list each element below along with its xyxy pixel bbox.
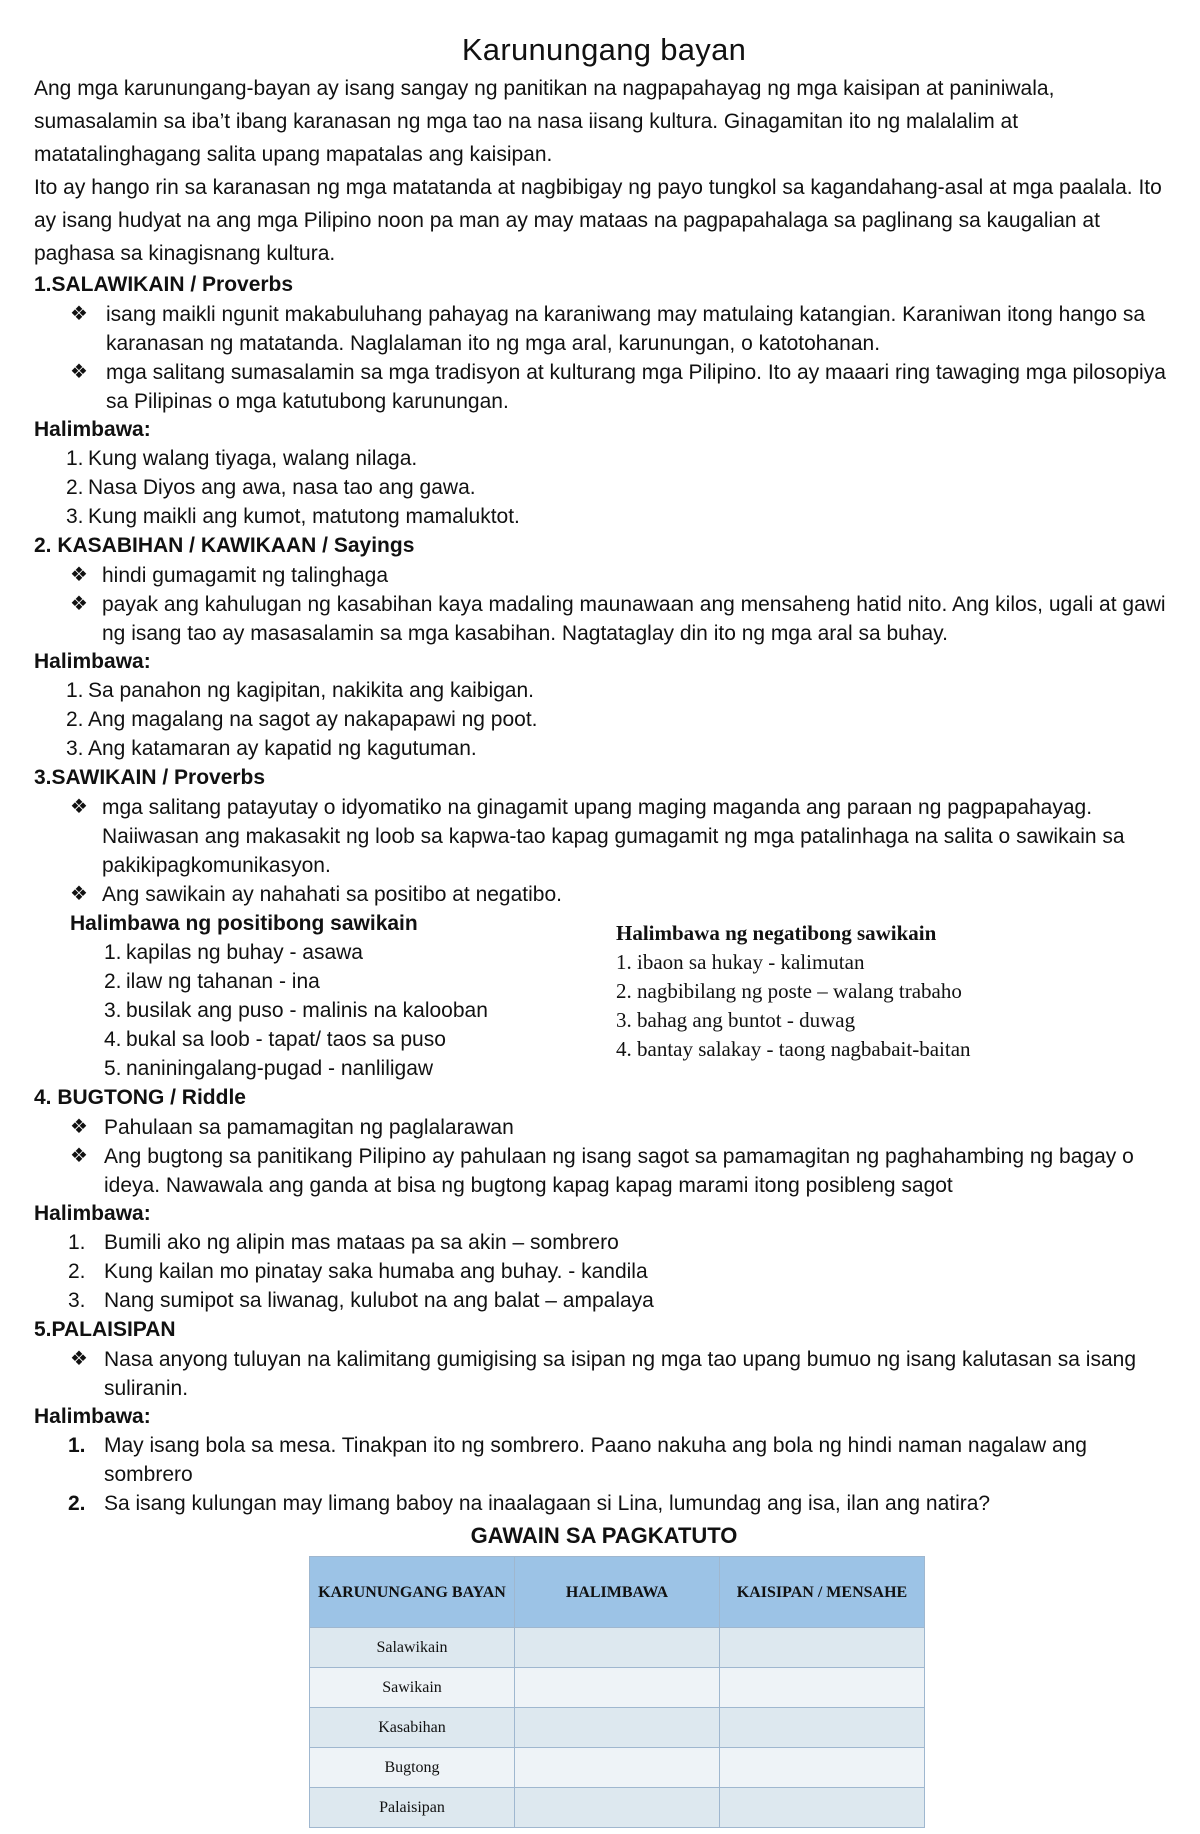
diamond-bullet-icon: ❖	[70, 1348, 88, 1370]
list-item	[34, 473, 1174, 502]
page-title: Karunungang bayan	[461, 32, 747, 67]
list-item	[34, 1431, 1174, 1489]
list-item	[34, 1113, 1174, 1142]
item-text: May isang bola sa mesa. Tinakpan ito ng sombrero. Paano nakuha ang bola ng hindi naman nagalaw ang sombrero	[104, 1434, 1087, 1486]
diamond-bullet-icon: ❖	[70, 564, 88, 586]
table-row	[310, 1668, 925, 1708]
diamond-bullet-icon: ❖	[70, 593, 88, 615]
diamond-bullet-icon: ❖	[70, 1145, 88, 1167]
positive-sawikain-column	[34, 909, 584, 1083]
item-text: Nasa Diyos ang awa, nasa tao ang gawa.	[88, 476, 476, 499]
list-item	[34, 300, 1174, 358]
item-text: busilak ang puso - malinis na kalooban	[126, 999, 488, 1022]
positive-sawikain-label: Halimbawa ng positibong sawikain	[70, 912, 418, 935]
mensahe-cell[interactable]	[720, 1628, 925, 1668]
list-item	[34, 734, 1174, 763]
item-text: Kung kailan mo pinatay saka humaba ang buhay. - kandila	[104, 1260, 648, 1283]
bullet-text: Nasa anyong tuluyan na kalimitang gumigising sa isipan ng mga tao upang bumuo ng isang kalutasan sa isang suliranin.	[104, 1348, 1137, 1400]
gawain-table	[309, 1556, 925, 1828]
kasabihan-examples	[34, 676, 1174, 763]
item-number: 2.	[68, 1260, 86, 1283]
item-text: Kung maikli ang kumot, matutong mamaluktot.	[88, 505, 520, 528]
row-label: Salawikain	[310, 1628, 515, 1668]
item-number: 3.	[66, 737, 84, 760]
diamond-bullet-icon: ❖	[70, 303, 88, 325]
salawikain-examples	[34, 444, 1174, 531]
list-item	[34, 938, 584, 967]
column-header: HALIMBAWA	[515, 1557, 720, 1628]
negative-sawikain-list	[616, 948, 971, 1064]
item-number: 1.	[66, 679, 84, 702]
table-header-row	[310, 1557, 925, 1628]
bullet-text: mga salitang sumasalamin sa mga tradisyon at kulturang mga Pilipino. Ito ay maaari ring tawaging mga pilosopiya sa Pilipinas o mga katutubong karunungan.	[106, 361, 1166, 413]
column-header: KARUNUNGANG BAYAN	[310, 1557, 515, 1628]
bullet-text: Pahulaan sa pamamagitan ng paglalarawan	[104, 1116, 514, 1139]
table-row	[310, 1788, 925, 1828]
sawikain-examples	[34, 909, 1174, 1083]
row-label: Bugtong	[310, 1748, 515, 1788]
item-text: Ang magalang na sagot ay nakapapawi ng poot.	[88, 708, 538, 731]
diamond-bullet-icon: ❖	[70, 796, 88, 818]
positive-sawikain-list	[34, 938, 584, 1083]
item-number: 2.	[66, 708, 84, 731]
item-text: Bumili ako ng alipin mas mataas pa sa akin – sombrero	[104, 1231, 619, 1254]
item-number: 1.	[68, 1231, 86, 1254]
item-text: Ang katamaran ay kapatid ng kagutuman.	[88, 737, 477, 760]
item-text: ilaw ng tahanan - ina	[126, 970, 320, 993]
diamond-bullet-icon: ❖	[70, 883, 88, 905]
salawikain-example-label: Halimbawa:	[34, 418, 151, 441]
intro-paragraph-2: Ito ay hango rin sa karanasan ng mga matatanda at nagbibigay ng payo tungkol sa kagandahang-asal at mga paalala. Ito ay isang hudyat na ang mga Pilipino noon pa man ay may mataas na pagpapahalaga sa paglinang sa kaugalian at paghasa sa kinagisnang kultura.	[34, 176, 1162, 265]
palaisipan-heading: 5.PALAISIPAN	[34, 1318, 176, 1341]
bullet-text: Ang bugtong sa panitikang Pilipino ay pahulaan ng isang sagot sa pamamagitan ng paghahambing ng bagay o ideya. Nawawala ang ganda at bisa ng bugtong kapag kapag marami itong posibleng sagot	[104, 1145, 1134, 1197]
gawain-title: GAWAIN SA PAGKATUTO	[470, 1523, 738, 1548]
row-label: Sawikain	[310, 1668, 515, 1708]
item-text: Nang sumipot sa liwanag, kulubot na ang balat – ampalaya	[104, 1289, 654, 1312]
bullet-text: payak ang kahulugan ng kasabihan kaya madaling maunawaan ang mensaheng hatid nito. Ang kilos, ugali at gawi ng isang tao ay masasalamin sa mga kasabihan. Nagtataglay din ito ng mga aral sa buhay.	[102, 593, 1166, 645]
list-item	[34, 676, 1174, 705]
list-item	[34, 1257, 1174, 1286]
kasabihan-heading: 2. KASABIHAN / KAWIKAAN / Sayings	[34, 534, 415, 557]
list-item	[34, 1345, 1174, 1403]
halimbawa-cell[interactable]	[515, 1788, 720, 1828]
mensahe-cell[interactable]	[720, 1748, 925, 1788]
sawikain-heading: 3.SAWIKAIN / Proverbs	[34, 766, 266, 789]
kasabihan-bullets	[34, 561, 1174, 648]
bugtong-example-label: Halimbawa:	[34, 1202, 151, 1225]
bullet-text: isang maikli ngunit makabuluhang pahayag na karaniwang may matulaing katangian. Karaniwan itong hango sa karanasan ng matatanda. Naglalaman ito ng mga aral, karunungan, o katotohanan.	[106, 303, 1146, 355]
list-item	[34, 1286, 1174, 1315]
item-number: 1.	[68, 1434, 86, 1457]
item-number: 1.	[104, 941, 122, 964]
bugtong-heading: 4. BUGTONG / Riddle	[34, 1086, 246, 1109]
list-item	[34, 967, 584, 996]
list-item	[34, 880, 1174, 909]
list-item	[34, 1228, 1174, 1257]
item-text: naniningalang-pugad - nanliligaw	[126, 1057, 434, 1080]
table-row	[310, 1748, 925, 1788]
list-item	[34, 996, 584, 1025]
mensahe-cell[interactable]	[720, 1708, 925, 1748]
item-text: kapilas ng buhay - asawa	[126, 941, 363, 964]
item-text: Kung walang tiyaga, walang nilaga.	[88, 447, 418, 470]
mensahe-cell[interactable]	[720, 1788, 925, 1828]
table-row	[310, 1708, 925, 1748]
halimbawa-cell[interactable]	[515, 1708, 720, 1748]
list-item	[34, 1489, 1174, 1518]
negative-sawikain-column	[616, 909, 971, 1083]
bullet-text: mga salitang patayutay o idyomatiko na ginagamit upang maging maganda ang paraan ng pagpapahayag. Naiiwasan ang makasakit ng loob sa kapwa-tao kapag gumagamit ng mga patalinhaga na salita o sawikain sa pakikipagkomunikasyon.	[102, 796, 1125, 877]
kasabihan-example-label: Halimbawa:	[34, 650, 151, 673]
halimbawa-cell[interactable]	[515, 1668, 720, 1708]
diamond-bullet-icon: ❖	[70, 1116, 88, 1138]
halimbawa-cell[interactable]	[515, 1748, 720, 1788]
diamond-bullet-icon: ❖	[70, 361, 88, 383]
list-item	[34, 705, 1174, 734]
list-item	[34, 561, 1174, 590]
row-label: Kasabihan	[310, 1708, 515, 1748]
item-number: 5.	[104, 1057, 122, 1080]
salawikain-heading: 1.SALAWIKAIN / Proverbs	[34, 273, 294, 296]
list-item	[34, 1142, 1174, 1200]
column-header: KAISIPAN / MENSAHE	[720, 1557, 925, 1628]
list-item: 4. bantay salakay - taong nagbabait-baitan	[616, 1037, 971, 1061]
document-page	[34, 28, 1174, 1828]
salawikain-bullets	[34, 300, 1174, 416]
bullet-text: Ang sawikain ay nahahati sa positibo at negatibo.	[102, 883, 562, 906]
item-number: 1.	[66, 447, 84, 470]
halimbawa-cell[interactable]	[515, 1628, 720, 1668]
list-item: 3. bahag ang buntot - duwag	[616, 1008, 856, 1032]
bugtong-bullets	[34, 1113, 1174, 1200]
palaisipan-bullets	[34, 1345, 1174, 1403]
list-item	[34, 1054, 584, 1083]
item-number: 3.	[66, 505, 84, 528]
palaisipan-examples	[34, 1431, 1174, 1518]
mensahe-cell[interactable]	[720, 1668, 925, 1708]
row-label: Palaisipan	[310, 1788, 515, 1828]
list-item: 2. nagbibilang ng poste – walang trabaho	[616, 979, 962, 1003]
sawikain-bullets	[34, 793, 1174, 909]
item-number: 3.	[104, 999, 122, 1022]
list-item	[34, 444, 1174, 473]
item-text: Sa isang kulungan may limang baboy na inaalagaan si Lina, lumundag ang isa, ilan ang natira?	[104, 1492, 991, 1515]
item-number: 3.	[68, 1289, 86, 1312]
bullet-text: hindi gumagamit ng talinghaga	[102, 564, 389, 587]
item-number: 2.	[66, 476, 84, 499]
intro-paragraph-1: Ang mga karunungang-bayan ay isang sangay ng panitikan na nagpapahayag ng mga kaisipan at paniniwala, sumasalamin sa iba’t ibang karanasan ng mga tao na nasa iisang kultura. Ginagamitan ito ng malalalim at matatalinghagang salita upang mapatalas ang kaisipan.	[34, 77, 1055, 166]
item-number: 2.	[104, 970, 122, 993]
list-item: 1. ibaon sa hukay - kalimutan	[616, 950, 865, 974]
item-number: 4.	[104, 1028, 122, 1051]
negative-sawikain-label: Halimbawa ng negatibong sawikain	[616, 921, 937, 945]
list-item	[34, 793, 1174, 880]
table-row	[310, 1628, 925, 1668]
palaisipan-example-label: Halimbawa:	[34, 1405, 151, 1428]
list-item	[34, 502, 1174, 531]
bugtong-examples	[34, 1228, 1174, 1315]
item-number: 2.	[68, 1492, 86, 1515]
list-item	[34, 1025, 584, 1054]
item-text: bukal sa loob - tapat/ taos sa puso	[126, 1028, 446, 1051]
list-item	[34, 590, 1174, 648]
item-text: Sa panahon ng kagipitan, nakikita ang kaibigan.	[88, 679, 535, 702]
list-item	[34, 358, 1174, 416]
